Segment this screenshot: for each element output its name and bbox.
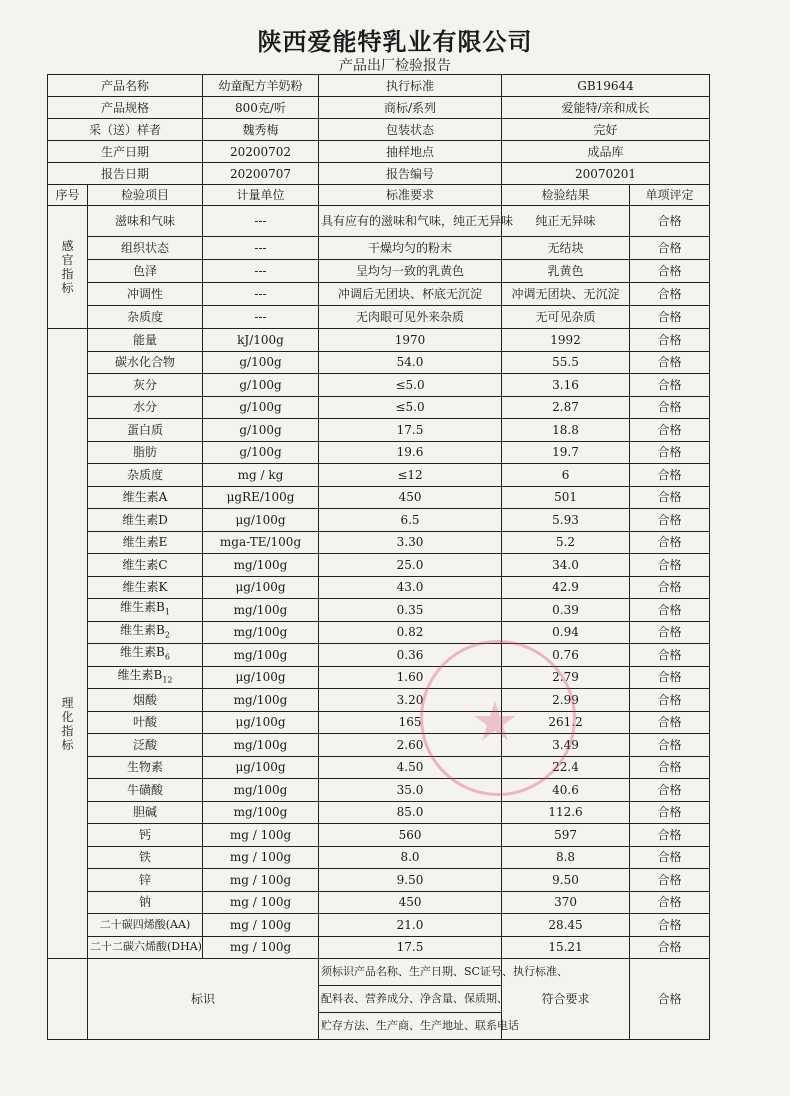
item-unit: g/100g <box>203 419 319 442</box>
labeling-line: 配料表、营养成分、净含量、保质期、 <box>319 986 502 1013</box>
item-result: 3.49 <box>502 734 630 757</box>
column-header-result: 检验结果 <box>502 185 630 206</box>
item-unit: μg/100g <box>203 576 319 599</box>
item-verdict: 合格 <box>630 891 710 914</box>
item-name <box>88 531 203 554</box>
item-name-text: 生物素 <box>127 760 164 775</box>
item-name <box>88 801 203 824</box>
item-result: 22.4 <box>502 756 630 779</box>
item-verdict: 合格 <box>630 936 710 959</box>
item-result: 28.45 <box>502 914 630 937</box>
physchem-row <box>48 396 710 419</box>
physchem-row <box>48 621 710 644</box>
item-unit: mga-TE/100g <box>203 531 319 554</box>
physchem-row <box>48 666 710 689</box>
physchem-row <box>48 734 710 757</box>
item-standard: 85.0 <box>319 801 502 824</box>
item-standard: 具有应有的滋味和气味，纯正无异味 <box>319 206 502 237</box>
item-unit: mg/100g <box>203 599 319 622</box>
item-standard: 冲调后无团块、杯底无沉淀 <box>319 283 502 306</box>
item-verdict: 合格 <box>630 779 710 802</box>
header-row <box>48 119 710 141</box>
item-name-text: 维生素B <box>120 622 165 637</box>
item-unit: mg / 100g <box>203 846 319 869</box>
sensory-row <box>48 206 710 237</box>
group-label-char: 理 <box>61 695 74 710</box>
item-unit: mg / 100g <box>203 936 319 959</box>
item-verdict: 合格 <box>630 260 710 283</box>
header-row <box>48 141 710 163</box>
header-key: 包装状态 <box>319 119 502 141</box>
item-name-text: 叶酸 <box>133 715 158 730</box>
header-key: 报告编号 <box>319 163 502 185</box>
group-label-char: 化 <box>61 709 74 724</box>
item-standard: 17.5 <box>319 419 502 442</box>
item-standard: 4.50 <box>319 756 502 779</box>
item-name-text: 胆碱 <box>133 805 158 820</box>
item-name <box>88 756 203 779</box>
item-standard: 呈均匀一致的乳黄色 <box>319 260 502 283</box>
header-value: 20200702 <box>203 141 319 163</box>
item-result: 5.2 <box>502 531 630 554</box>
item-name-text: 烟酸 <box>133 692 158 707</box>
item-verdict: 合格 <box>630 531 710 554</box>
header-value: 成品库 <box>502 141 710 163</box>
physchem-row <box>48 599 710 622</box>
item-standard: 1.60 <box>319 666 502 689</box>
item-name-text: 维生素B <box>120 600 165 615</box>
group-label-char: 感 <box>61 239 74 253</box>
item-standard: 19.6 <box>319 441 502 464</box>
header-key: 产品名称 <box>48 75 203 97</box>
physchem-row <box>48 801 710 824</box>
item-name <box>88 464 203 487</box>
item-name: 色泽 <box>88 260 203 283</box>
group-label-char: 标 <box>61 281 74 295</box>
item-result: 55.5 <box>502 351 630 374</box>
header-key: 报告日期 <box>48 163 203 185</box>
item-verdict: 合格 <box>630 756 710 779</box>
header-row <box>48 75 710 97</box>
item-verdict: 合格 <box>630 441 710 464</box>
item-unit: g/100g <box>203 351 319 374</box>
item-name-text: 维生素D <box>122 512 168 527</box>
item-name <box>88 824 203 847</box>
header-value: 20070201 <box>502 163 710 185</box>
item-unit: --- <box>203 237 319 260</box>
item-name <box>88 734 203 757</box>
item-result: 8.8 <box>502 846 630 869</box>
item-name-text: 泛酸 <box>133 737 158 752</box>
item-name-text: 灰分 <box>133 377 158 392</box>
item-unit: mg/100g <box>203 779 319 802</box>
item-standard: ≤12 <box>319 464 502 487</box>
item-name: 滋味和气味 <box>88 206 203 237</box>
item-subscript: 12 <box>162 674 173 684</box>
item-unit: g/100g <box>203 441 319 464</box>
item-result: 0.76 <box>502 644 630 667</box>
item-unit: mg/100g <box>203 734 319 757</box>
item-standard: 0.35 <box>319 599 502 622</box>
item-verdict: 合格 <box>630 396 710 419</box>
header-value: 幼童配方羊奶粉 <box>203 75 319 97</box>
item-name-text: 维生素E <box>122 535 168 550</box>
header-value: 魏秀梅 <box>203 119 319 141</box>
item-verdict: 合格 <box>630 374 710 397</box>
physchem-row <box>48 756 710 779</box>
item-name <box>88 779 203 802</box>
item-result: 15.21 <box>502 936 630 959</box>
physchem-row <box>48 914 710 937</box>
item-unit: g/100g <box>203 396 319 419</box>
item-name: 杂质度 <box>88 306 203 329</box>
item-verdict: 合格 <box>630 283 710 306</box>
item-unit: mg / 100g <box>203 914 319 937</box>
header-key: 生产日期 <box>48 141 203 163</box>
item-result: 597 <box>502 824 630 847</box>
item-unit: mg/100g <box>203 621 319 644</box>
physchem-row <box>48 329 710 352</box>
header-value: 20200707 <box>203 163 319 185</box>
physchem-row <box>48 891 710 914</box>
item-standard: 0.82 <box>319 621 502 644</box>
group-label <box>48 206 88 329</box>
labeling-seq <box>48 959 88 1040</box>
labeling-result: 符合要求 <box>502 959 630 1040</box>
inspection-table <box>47 74 710 1040</box>
item-name <box>88 419 203 442</box>
item-standard: 干燥均匀的粉末 <box>319 237 502 260</box>
item-standard: 25.0 <box>319 554 502 577</box>
physchem-row <box>48 869 710 892</box>
item-result: 370 <box>502 891 630 914</box>
item-name-text: 维生素K <box>122 580 168 595</box>
item-unit: μg/100g <box>203 756 319 779</box>
physchem-row <box>48 689 710 712</box>
item-verdict: 合格 <box>630 644 710 667</box>
item-verdict: 合格 <box>630 237 710 260</box>
item-standard: 0.36 <box>319 644 502 667</box>
report-subtitle: 产品出厂检验报告 <box>339 58 451 74</box>
item-unit: μg/100g <box>203 666 319 689</box>
header-key: 产品规格 <box>48 97 203 119</box>
header-value: 800克/听 <box>203 97 319 119</box>
item-result: 1992 <box>502 329 630 352</box>
item-name-text: 蛋白质 <box>127 422 164 437</box>
item-standard: 8.0 <box>319 846 502 869</box>
item-result: 40.6 <box>502 779 630 802</box>
item-standard: 6.5 <box>319 509 502 532</box>
header-row <box>48 163 710 185</box>
item-name <box>88 441 203 464</box>
item-result: 18.8 <box>502 419 630 442</box>
item-name <box>88 351 203 374</box>
column-header-item: 检验项目 <box>88 185 203 206</box>
item-verdict: 合格 <box>630 824 710 847</box>
sensory-row <box>48 237 710 260</box>
item-result: 2.79 <box>502 666 630 689</box>
item-verdict: 合格 <box>630 419 710 442</box>
item-standard: 2.60 <box>319 734 502 757</box>
item-name: 冲调性 <box>88 283 203 306</box>
physchem-row <box>48 419 710 442</box>
item-unit: mg/100g <box>203 554 319 577</box>
item-verdict: 合格 <box>630 464 710 487</box>
item-result: 9.50 <box>502 869 630 892</box>
item-unit: mg/100g <box>203 644 319 667</box>
item-name <box>88 666 203 689</box>
item-result: 261.2 <box>502 711 630 734</box>
item-name-text: 二十碳四烯酸(AA) <box>99 917 191 931</box>
item-verdict: 合格 <box>630 306 710 329</box>
item-name <box>88 936 203 959</box>
item-name <box>88 576 203 599</box>
item-standard: ≤5.0 <box>319 374 502 397</box>
item-standard: 35.0 <box>319 779 502 802</box>
item-unit: mg/100g <box>203 801 319 824</box>
item-name-text: 维生素B <box>117 667 163 682</box>
item-name-text: 锌 <box>139 872 152 887</box>
item-name <box>88 914 203 937</box>
physchem-row <box>48 531 710 554</box>
item-verdict: 合格 <box>630 734 710 757</box>
item-name-text: 牛磺酸 <box>127 782 164 797</box>
labeling-row <box>48 959 710 986</box>
column-header-standard: 标准要求 <box>319 185 502 206</box>
item-name: 组织状态 <box>88 237 203 260</box>
item-name-text: 能量 <box>133 332 158 347</box>
item-name <box>88 644 203 667</box>
physchem-row <box>48 824 710 847</box>
column-header-unit: 计量单位 <box>203 185 319 206</box>
item-verdict: 合格 <box>630 846 710 869</box>
item-name <box>88 486 203 509</box>
item-verdict: 合格 <box>630 206 710 237</box>
item-verdict: 合格 <box>630 711 710 734</box>
item-standard: 3.20 <box>319 689 502 712</box>
column-header-row <box>48 185 710 206</box>
item-name <box>88 689 203 712</box>
item-result: 112.6 <box>502 801 630 824</box>
item-name <box>88 396 203 419</box>
item-result: 42.9 <box>502 576 630 599</box>
item-verdict: 合格 <box>630 666 710 689</box>
item-result: 5.93 <box>502 509 630 532</box>
physchem-row <box>48 351 710 374</box>
item-standard: 21.0 <box>319 914 502 937</box>
item-standard: 165 <box>319 711 502 734</box>
physchem-row <box>48 554 710 577</box>
group-label-char: 指 <box>61 723 74 738</box>
item-verdict: 合格 <box>630 801 710 824</box>
item-verdict: 合格 <box>630 351 710 374</box>
column-header-seq: 序号 <box>48 185 88 206</box>
item-unit: μgRE/100g <box>203 486 319 509</box>
item-unit: mg / kg <box>203 464 319 487</box>
labeling-item: 标识 <box>88 959 319 1040</box>
physchem-row <box>48 374 710 397</box>
item-name <box>88 374 203 397</box>
item-name-text: 碳水化合物 <box>115 355 176 370</box>
item-result: 0.94 <box>502 621 630 644</box>
item-result: 19.7 <box>502 441 630 464</box>
item-subscript: 1 <box>164 607 170 617</box>
item-name-text: 水分 <box>133 400 158 415</box>
company-title: 陕西爱能特乳业有限公司 <box>257 28 533 56</box>
item-name <box>88 329 203 352</box>
item-name-text: 铁 <box>139 850 152 865</box>
item-verdict: 合格 <box>630 599 710 622</box>
item-unit: mg / 100g <box>203 869 319 892</box>
item-standard: 1970 <box>319 329 502 352</box>
item-unit: --- <box>203 206 319 237</box>
item-name-text: 维生素A <box>122 490 168 505</box>
item-standard: 43.0 <box>319 576 502 599</box>
item-name-text: 钙 <box>139 827 152 842</box>
header-value: 爱能特/亲和成长 <box>502 97 710 119</box>
item-unit: mg / 100g <box>203 824 319 847</box>
item-verdict: 合格 <box>630 621 710 644</box>
item-name <box>88 869 203 892</box>
item-name <box>88 711 203 734</box>
item-verdict: 合格 <box>630 554 710 577</box>
item-result: 无可见杂质 <box>502 306 630 329</box>
item-name-text: 二十二碳六烯酸(DHA) <box>90 940 202 954</box>
group-label <box>48 329 88 959</box>
seal-star-icon: ★ <box>470 690 520 753</box>
item-standard: 450 <box>319 891 502 914</box>
labeling-line: 贮存方法、生产商、生产地址、联系电话 <box>319 1013 502 1040</box>
column-header-verdict: 单项评定 <box>630 185 710 206</box>
physchem-row <box>48 711 710 734</box>
item-result: 0.39 <box>502 599 630 622</box>
header-key: 采（送）样者 <box>48 119 203 141</box>
item-name <box>88 621 203 644</box>
physchem-row <box>48 576 710 599</box>
group-label-char: 指 <box>61 267 74 281</box>
item-standard: 3.30 <box>319 531 502 554</box>
item-unit: mg / 100g <box>203 891 319 914</box>
item-result: 纯正无异味 <box>502 206 630 237</box>
item-standard: 17.5 <box>319 936 502 959</box>
item-standard: 450 <box>319 486 502 509</box>
physchem-row <box>48 779 710 802</box>
item-name <box>88 554 203 577</box>
item-subscript: 6 <box>164 652 170 662</box>
header-key: 商标/系列 <box>319 97 502 119</box>
item-standard: 9.50 <box>319 869 502 892</box>
item-result: 2.87 <box>502 396 630 419</box>
item-name-text: 维生素B <box>120 645 165 660</box>
group-label-char: 标 <box>61 737 74 752</box>
item-name-text: 钠 <box>139 895 152 910</box>
item-result: 501 <box>502 486 630 509</box>
item-verdict: 合格 <box>630 486 710 509</box>
physchem-row <box>48 509 710 532</box>
item-verdict: 合格 <box>630 576 710 599</box>
item-name <box>88 846 203 869</box>
header-row <box>48 97 710 119</box>
labeling-verdict: 合格 <box>630 959 710 1040</box>
physchem-row <box>48 846 710 869</box>
item-verdict: 合格 <box>630 689 710 712</box>
item-result: 34.0 <box>502 554 630 577</box>
physchem-row <box>48 644 710 667</box>
item-unit: μg/100g <box>203 711 319 734</box>
item-result: 冲调无团块、无沉淀 <box>502 283 630 306</box>
item-standard: 54.0 <box>319 351 502 374</box>
item-standard: ≤5.0 <box>319 396 502 419</box>
item-verdict: 合格 <box>630 509 710 532</box>
physchem-row <box>48 486 710 509</box>
item-name <box>88 599 203 622</box>
header-value: 完好 <box>502 119 710 141</box>
item-verdict: 合格 <box>630 914 710 937</box>
item-unit: --- <box>203 283 319 306</box>
item-unit: μg/100g <box>203 509 319 532</box>
sensory-row <box>48 260 710 283</box>
header-value: GB19644 <box>502 75 710 97</box>
header-key: 抽样地点 <box>319 141 502 163</box>
item-result: 无结块 <box>502 237 630 260</box>
item-result: 2.99 <box>502 689 630 712</box>
sensory-row <box>48 283 710 306</box>
labeling-line: 须标识产品名称、生产日期、SC证号、执行标准、 <box>319 959 502 986</box>
physchem-row <box>48 441 710 464</box>
item-result: 6 <box>502 464 630 487</box>
item-result: 3.16 <box>502 374 630 397</box>
item-name-text: 维生素C <box>122 557 168 572</box>
item-verdict: 合格 <box>630 869 710 892</box>
item-unit: --- <box>203 260 319 283</box>
header-key: 执行标准 <box>319 75 502 97</box>
item-name-text: 脂肪 <box>133 445 158 460</box>
physchem-row <box>48 936 710 959</box>
item-name <box>88 509 203 532</box>
item-result: 乳黄色 <box>502 260 630 283</box>
item-unit: --- <box>203 306 319 329</box>
item-standard: 无肉眼可见外来杂质 <box>319 306 502 329</box>
item-standard: 560 <box>319 824 502 847</box>
item-unit: mg/100g <box>203 689 319 712</box>
item-name-text: 杂质度 <box>127 467 164 482</box>
group-label-char: 官 <box>61 253 74 267</box>
item-unit: kJ/100g <box>203 329 319 352</box>
item-name <box>88 891 203 914</box>
sensory-row <box>48 306 710 329</box>
physchem-row <box>48 464 710 487</box>
item-verdict: 合格 <box>630 329 710 352</box>
item-unit: g/100g <box>203 374 319 397</box>
item-subscript: 2 <box>164 629 170 639</box>
